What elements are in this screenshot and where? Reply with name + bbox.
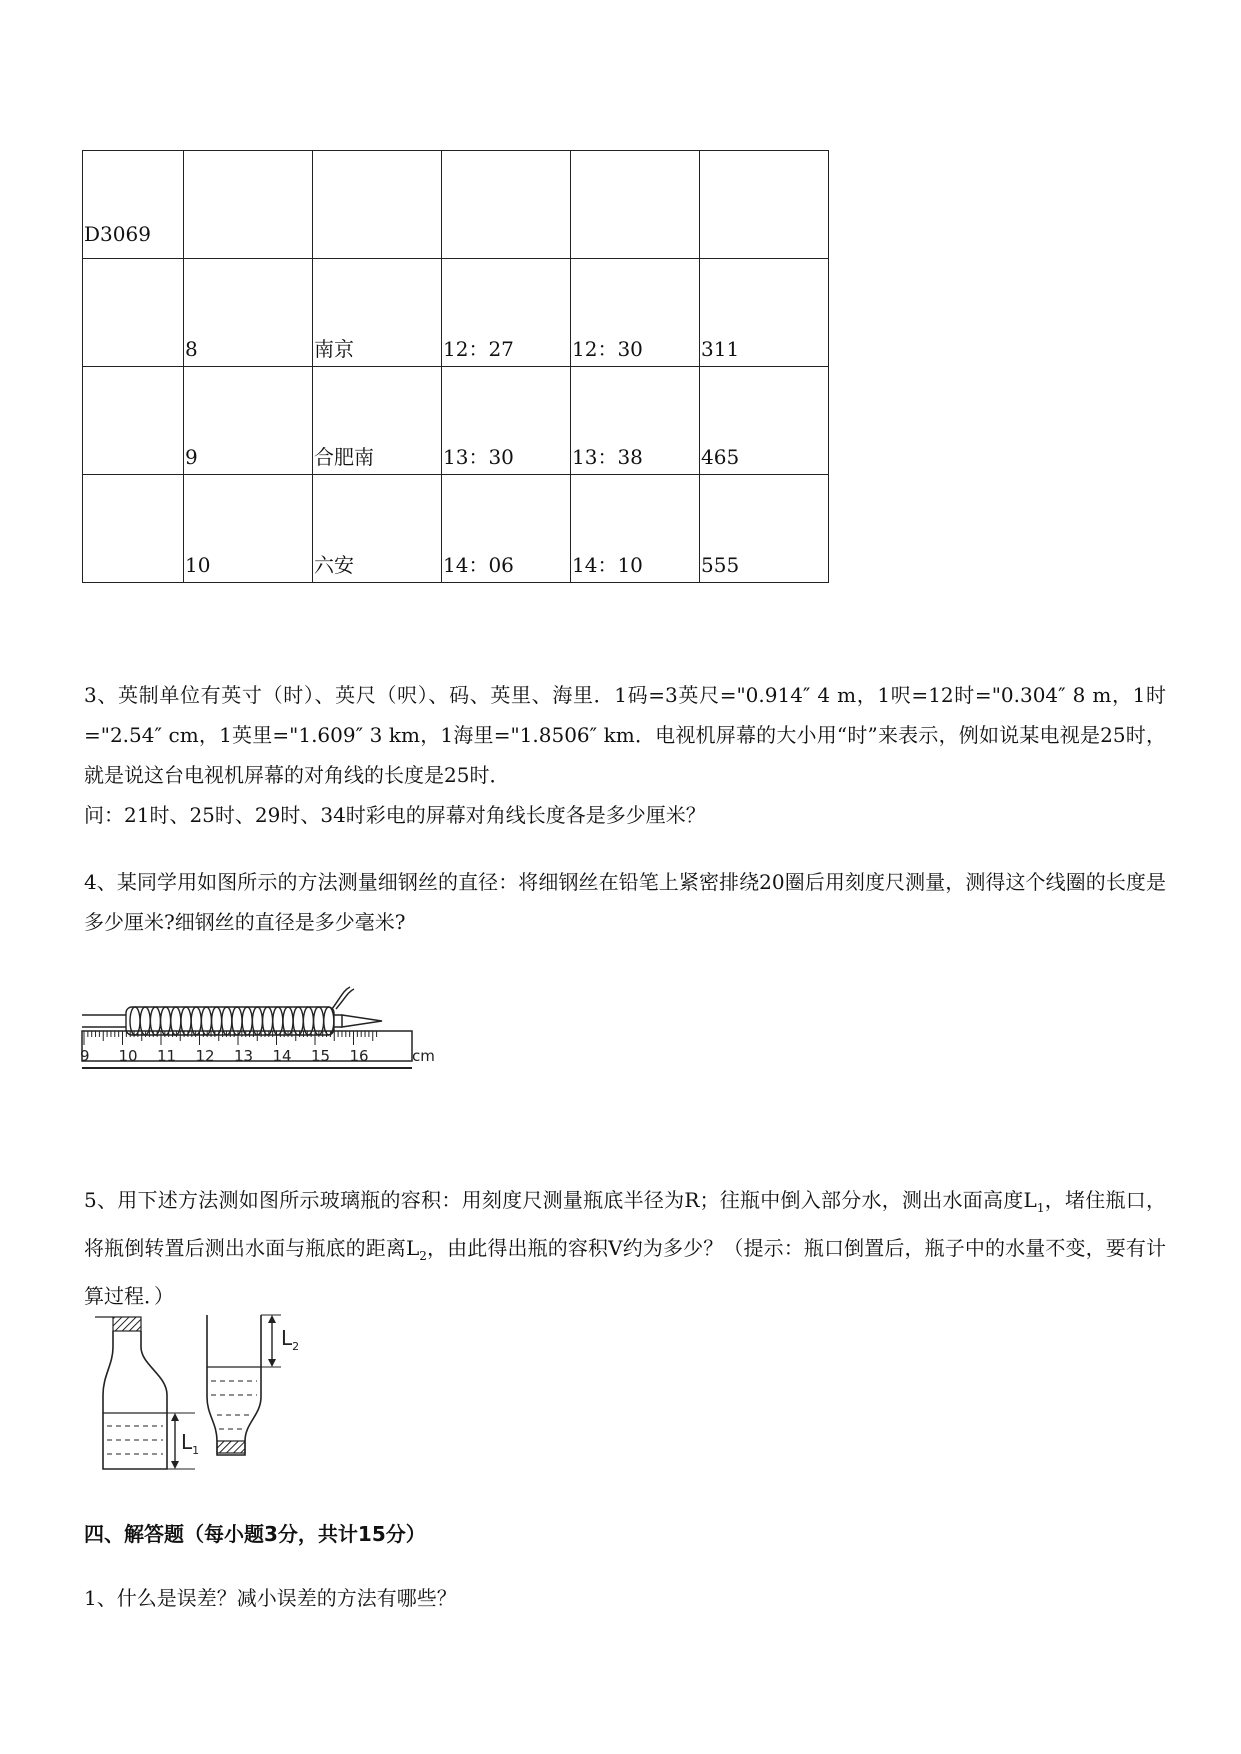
arrive-time: 12：27 [443,337,514,361]
question-3-text: 3、英制单位有英寸（时）、英尺（呎）、码、英里、海里．1码=3英尺="0.914″ 4 m，1呎=12时="0.304″ 8 m，1时="2.54″ cm，1英里="1.609″ 3 km，1海里="1.8506″ km．电视机屏幕的大小用“时”来表示，例如说某电视是25时，就是说这台电视机屏幕的对角线的长度是25时． [84,683,1166,787]
table-cell [184,151,313,259]
table-cell-distance [700,259,829,367]
table-row [83,151,829,259]
table-cell-distance [700,367,829,475]
ruler-label: 15 [311,1047,331,1065]
table-cell-depart [571,367,700,475]
table-cell [83,475,184,583]
table-cell [700,151,829,259]
station: 合肥南 [314,445,374,469]
station: 六安 [314,553,354,577]
q5-text-b: ，堵住瓶口，将瓶倒转置后测出水面与瓶底的距离L [84,1188,1166,1260]
stop-no: 8 [185,337,198,361]
depart-time: 12：30 [572,337,643,361]
depart-time: 13：38 [572,445,643,469]
table-cell-arrive [442,367,571,475]
question-3-ask: 问：21时、25时、29时、34时彩电的屏幕对角线长度各是多少厘米？ [84,803,706,827]
q5-sub1: 1 [1036,1201,1045,1215]
table-cell-stop-no [184,475,313,583]
distance: 555 [701,553,740,577]
ruler-label: 11 [157,1047,177,1065]
table-cell-stop-no [184,259,313,367]
station: 南京 [314,337,354,361]
table-cell [83,367,184,475]
q5-text-a: 5、用下述方法测如图所示玻璃瓶的容积：用刻度尺测量瓶底半径为R；往瓶中倒入部分水，测出水面高度L [84,1188,1037,1212]
ruler-label: 12 [195,1047,215,1065]
question-4 [84,862,1166,942]
question-5-text [84,1180,1166,1316]
question-5 [84,1180,1166,1316]
section-4-question-1 [84,1578,1166,1618]
q5-text-c: ，由此得出瓶的容积V约为多少？（提示：瓶口倒置后，瓶子中的水量不变，要有计算过程．） [84,1236,1166,1308]
label-l2: $L_2$ [281,1326,300,1353]
upright-bottle [95,1317,199,1469]
table-row [83,367,829,475]
arrive-time: 13：30 [443,445,514,469]
stop-no: 10 [185,553,211,577]
arrive-time: 14：06 [443,553,514,577]
table-cell-station [313,367,442,475]
table-cell-depart [571,475,700,583]
table-row [83,259,829,367]
table-cell-station [313,475,442,583]
section-4-heading: 四、解答题（每小题3分，共计15分） [84,1522,426,1546]
ruler-unit: cm [412,1047,435,1065]
table-cell-depart [571,259,700,367]
inverted-bottle [207,1315,299,1455]
table-cell-arrive [442,259,571,367]
table-cell-distance [700,475,829,583]
ruler-label: 9 [80,1047,90,1065]
distance: 465 [701,445,740,469]
table-cell [571,151,700,259]
table-cell [313,151,442,259]
table-cell-arrive [442,475,571,583]
table-cell [442,151,571,259]
ruler-label: 16 [349,1047,369,1065]
question-3 [84,675,1166,835]
section-4-q1-text: 1、什么是误差？减小误差的方法有哪些？ [84,1586,457,1610]
depart-time: 14：10 [572,553,643,577]
stop-no: 9 [185,445,198,469]
ruler-label: 14 [272,1047,292,1065]
train-number: D3069 [84,222,151,246]
table-cell-stop-no [184,367,313,475]
bottle-figure [95,1315,345,1475]
table-cell-train [83,151,184,259]
table-row [83,475,829,583]
question-4-text: 4、某同学用如图所示的方法测量细钢丝的直径：将细钢丝在铅笔上紧密排绕20圈后用刻度尺测量，测得这个线圈的长度是多少厘米?细钢丝的直径是多少毫米? [84,870,1166,934]
q5-sub2: 2 [419,1249,427,1263]
ruler-label: 10 [118,1047,138,1065]
coil-ruler-figure [82,985,452,1080]
table-cell-station [313,259,442,367]
ruler-label: 13 [234,1047,254,1065]
table-cell [83,259,184,367]
distance: 311 [701,337,740,361]
label-l1: $L_1$ [181,1430,200,1457]
train-timetable [82,150,829,583]
